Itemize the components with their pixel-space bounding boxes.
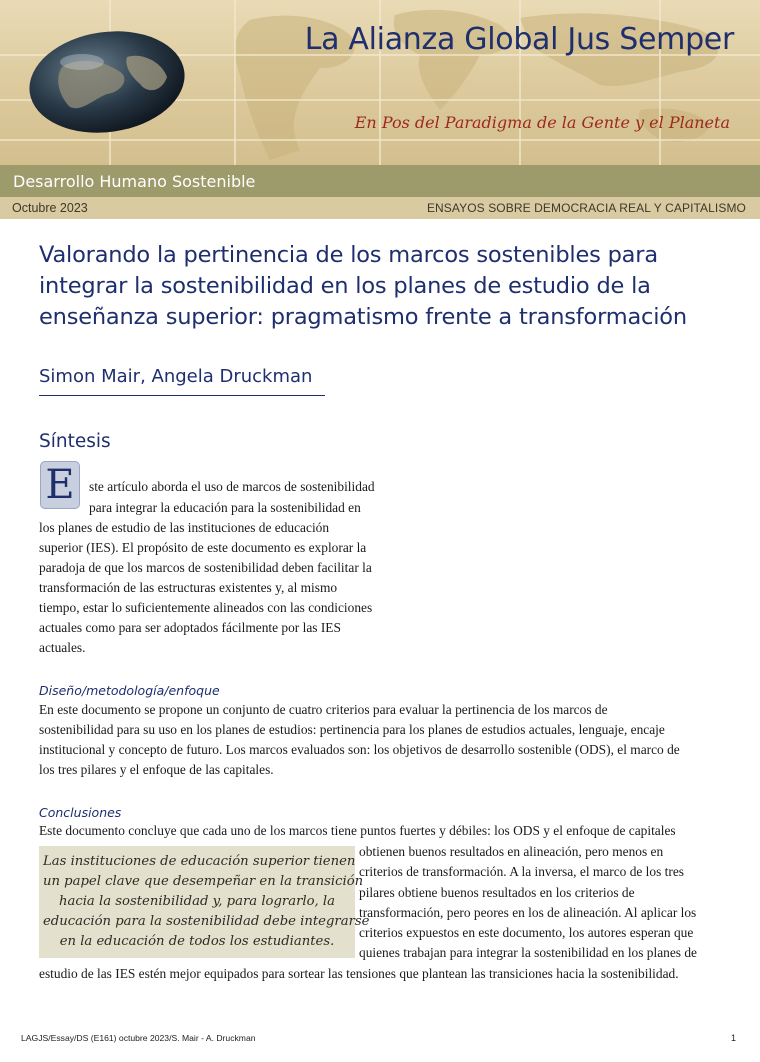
series-subtitle: ENSAYOS SOBRE DEMOCRACIA REAL Y CAPITALISMO — [426, 201, 746, 215]
abstract-line: para integrar la educación para la sostenibilidad en — [89, 500, 361, 515]
conclusions-line: criterios de transformación. A la inversa, el marco de los tres — [359, 864, 684, 879]
abstract-line: ste artículo aborda el uso de marcos de sostenibilidad — [89, 479, 375, 494]
globe-icon — [22, 22, 192, 142]
site-title: La Alianza Global Jus Semper — [304, 22, 734, 57]
conclusions-line: criterios expuestos en este documento, los autores esperan que — [359, 925, 694, 940]
meta-bar — [0, 197, 760, 219]
article-title-line: Valorando la pertinencia de los marcos sostenibles para — [39, 242, 658, 268]
design-heading: Diseño/metodología/enfoque — [39, 683, 220, 698]
abstract-line: actuales como para ser adoptados fácilmente por las IES — [39, 620, 341, 635]
pull-quote-line: hacia la sostenibilidad y, para lograrlo, la — [58, 894, 336, 909]
masthead-banner — [0, 0, 760, 165]
conclusions-line: Este documento concluye que cada uno de los marcos tiene puntos fuertes y débiles: los ODS y el enfoque de capitales — [39, 823, 676, 838]
conclusions-line: obtienen buenos resultados en alineación, pero menos en — [359, 844, 664, 859]
publication-date: Octubre 2023 — [12, 201, 88, 215]
conclusions-line: transformación, pero peores en los de alineación. Al aplicar los — [359, 905, 697, 920]
design-line: sostenibilidad para su uso en los planes de estudios: pertinencia para los planes de estudios actuales, lenguaje, encaje — [39, 722, 665, 737]
pull-quote-line: en la educación de todos los estudiantes. — [59, 934, 335, 949]
dropcap: E — [40, 461, 80, 509]
abstract-line: transformación de las estructuras existentes y, al mismo — [39, 580, 338, 595]
design-line: institucional y concepto de futuro. Los marcos evaluados son: los objetivos de desarrollo sostenible (ODS), el marco de — [39, 742, 680, 757]
abstract-line: los planes de estudio de las instituciones de educación — [39, 520, 330, 535]
pull-quote-line: Las instituciones de educación superior tienen — [43, 854, 356, 869]
abstract-line: tiempo, estar lo suficientemente alineados con las condiciones — [39, 600, 373, 615]
series-label: Desarrollo Humano Sostenible — [13, 172, 256, 191]
conclusions-line: quienes trabajan para integrar la sostenibilidad en los planes de — [359, 945, 697, 960]
conclusions-line: pilares obtiene buenos resultados en los criterios de — [359, 885, 635, 900]
conclusions-heading: Conclusiones — [39, 805, 122, 820]
design-line: los tres pilares y el enfoque de las capitales. — [39, 762, 274, 777]
pull-quote-line: educación para la sostenibilidad debe integrarse — [43, 914, 370, 929]
article-title-line: integrar la sostenibilidad en los planes de estudio de la — [39, 273, 651, 299]
footer-citation: LAGJS/Essay/DS (E161) octubre 2023/S. Mair - A. Druckman — [21, 1033, 256, 1043]
site-tagline: En Pos del Paradigma de la Gente y el Planeta — [354, 113, 730, 132]
conclusions-line: estudio de las IES estén mejor equipados para sortear las tensiones que plantean las transiciones hacia la sostenibilidad. — [39, 966, 679, 981]
abstract-line: paradoja de que los marcos de sostenibilidad deben facilitar la — [39, 560, 372, 575]
article-title — [39, 240, 729, 333]
abstract-line: actuales. — [39, 640, 86, 655]
article-title-line: enseñanza superior: pragmatismo frente a transformación — [39, 304, 687, 330]
page-number: 1 — [730, 1033, 736, 1043]
design-line: En este documento se propone un conjunto de cuatro criterios para evaluar la pertinencia de los marcos de — [39, 702, 608, 717]
series-bar — [0, 165, 760, 197]
pull-quote-line: un papel clave que desempeñar en la transición — [43, 874, 364, 889]
authors: Simon Mair, Angela Druckman — [39, 366, 325, 396]
abstract-line: superior (IES). El propósito de este documento es explorar la — [39, 540, 367, 555]
pull-quote — [39, 846, 370, 958]
abstract-heading: Síntesis — [39, 431, 111, 452]
